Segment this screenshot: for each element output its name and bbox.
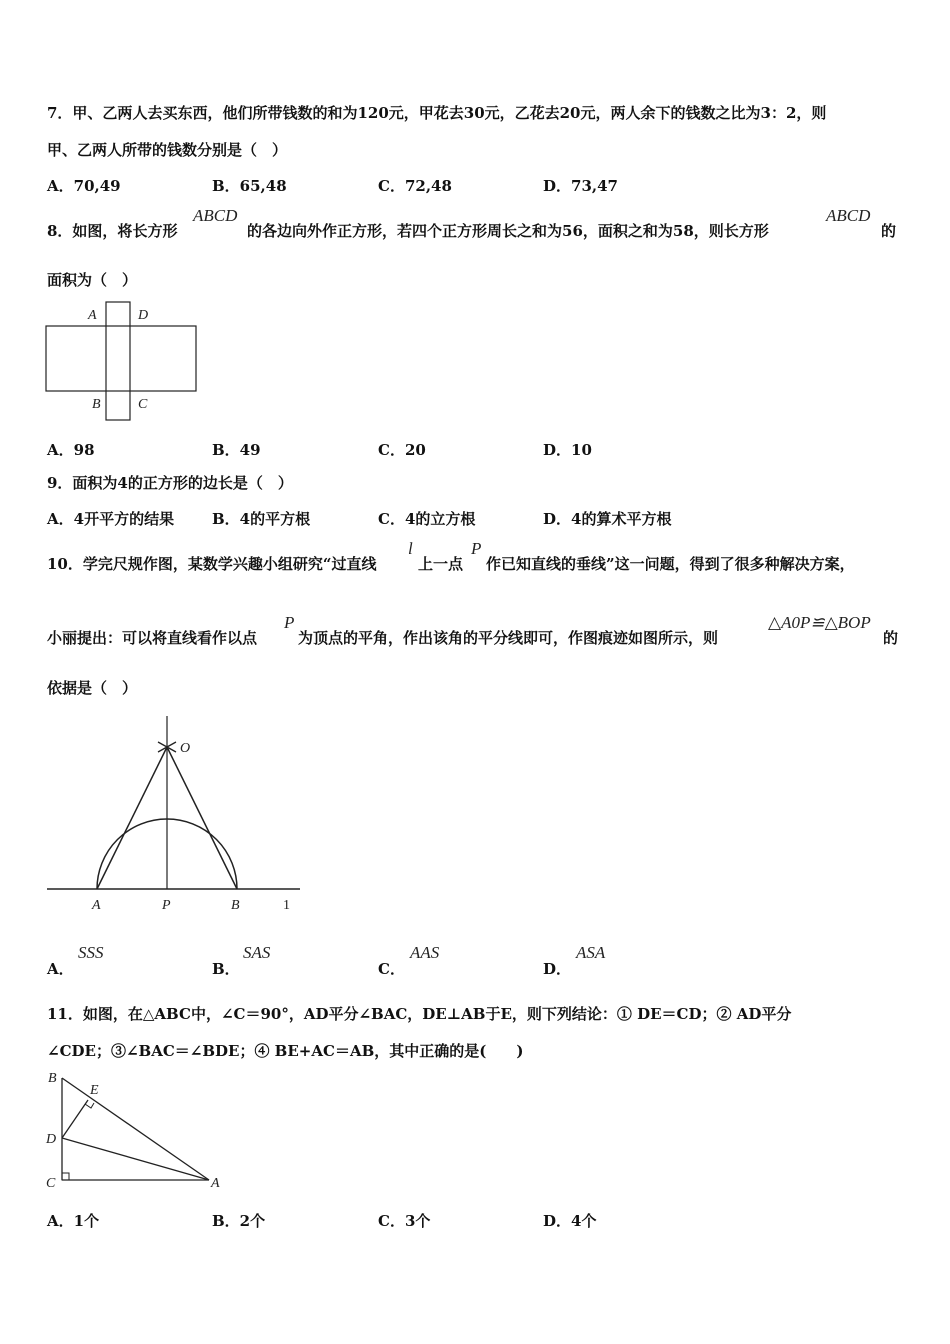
q10-label-o: O [180,741,191,756]
q11-segment-de [62,1100,88,1138]
q8-label-b: B [92,397,101,412]
q10-option-c[interactable] [378,958,405,979]
q8-option-c[interactable]: C．20 [378,441,426,459]
q10-line2-part2: 为顶点的平角，作出该角的平分线即可，作图痕迹如图所示，则 [298,629,719,647]
q9-option-c[interactable]: C．4的立方根 [378,510,476,528]
q11-side-ab [62,1078,209,1180]
q10-option-d-prefix: D． [543,960,572,978]
q8-square-strip [106,302,130,420]
q7-option-c[interactable]: C．72,48 [378,177,452,195]
q10-option-d[interactable] [543,958,571,979]
q10-option-c-math: AAS [410,943,440,962]
q8-option-a[interactable]: A．98 [47,441,95,459]
q9-option-d[interactable]: D．4的算术平方根 [543,510,672,528]
q10-line3: 依据是（ ） [47,679,138,697]
q10-math-congruent: △A0P≌△BOP [768,613,871,632]
q8-math-abcd-1: ABCD [193,206,238,225]
q7-option-b[interactable]: B．65,48 [212,177,287,195]
q11-option-d[interactable]: D．4个 [543,1212,597,1230]
q11-line1: 11．如图，在△ABC中，∠C＝90°，AD平分∠BAC，DE⊥AB于E，则下列结论：① DE＝CD；② AD平分 [47,1005,792,1023]
q10-math-l: l [408,539,413,558]
q7-option-d[interactable]: D．73,47 [543,177,618,195]
q7-line1: 7．甲、乙两人去买东西，他们所带钱数的和为120元，甲花去30元，乙花去20元，两人余下的钱数之比为3：2，则 [47,104,827,122]
q10-label-a: A [92,898,101,913]
q11-label-c: C [46,1176,56,1191]
q10-option-a-prefix: A． [47,960,74,978]
q11-option-a[interactable]: A．1个 [47,1212,100,1230]
q8-option-d[interactable]: D．10 [543,441,592,459]
q8-text-part1: 8．如图，将长方形 [47,222,178,240]
q11-label-d: D [46,1132,57,1147]
q11-label-a: A [211,1176,220,1191]
q10-option-b[interactable] [212,958,240,979]
q10-option-c-prefix: C． [378,960,405,978]
q10-figure [44,712,306,918]
q11-label-e: E [90,1083,99,1098]
q10-text-part2: 上一点 [418,555,464,573]
q8-text-part3: 的 [881,222,897,240]
q8-option-b[interactable]: B．49 [212,441,261,459]
q8-label-a: A [88,308,97,323]
q10-option-d-math: ASA [576,943,606,962]
q8-label-c: C [138,397,148,412]
q10-option-b-math: SAS [243,943,271,962]
q8-rectangle-outline [46,326,196,391]
q10-math-p: P [471,539,482,558]
q10-segment-bo [167,747,237,889]
q11-figure [42,1066,232,1196]
q10-label-l: 1 [283,898,290,913]
q10-option-a[interactable] [47,958,74,979]
q11-line2: ∠CDE；③∠BAC＝∠BDE；④ BE+AC＝AB，其中正确的是( ) [47,1042,524,1060]
q10-label-p: P [162,898,171,913]
q8-text-part2: 的各边向外作正方形，若四个正方形周长之和为56，面积之和为58，则长方形 [247,222,769,240]
q8-label-d: D [138,308,149,323]
q10-line2-part1: 小丽提出：可以将直线看作以点 [47,629,258,647]
q9-option-a[interactable]: A．4开平方的结果 [47,510,175,528]
q10-math-p2: P [284,613,295,632]
q7-option-a[interactable]: A．70,49 [47,177,121,195]
q9-option-b[interactable]: B．4的平方根 [212,510,311,528]
q11-right-angle-c [62,1173,69,1180]
q8-figure [40,296,205,424]
q10-text-part3: 作已知直线的垂线”这一问题，得到了很多种解决方案， [486,555,855,573]
q10-segment-ao [97,747,167,889]
q10-text-part1: 10．学完尺规作图，某数学兴趣小组研究“过直线 [47,555,377,573]
q10-option-a-math: SSS [78,943,104,962]
q7-line2: 甲、乙两人所带的钱数分别是（ ） [47,141,288,159]
q10-line2-part3: 的 [883,629,899,647]
q11-label-b: B [48,1071,57,1086]
q9-text: 9．面积为4的正方形的边长是（ ） [47,474,293,492]
q11-right-angle-e [85,1103,94,1108]
q11-option-c[interactable]: C．3个 [378,1212,431,1230]
q11-option-b[interactable]: B．2个 [212,1212,266,1230]
q11-segment-ad [62,1138,209,1180]
q8-line2: 面积为（ ） [47,271,138,289]
q8-math-abcd-2: ABCD [826,206,871,225]
q10-label-b: B [231,898,240,913]
q10-option-b-prefix: B． [212,960,240,978]
